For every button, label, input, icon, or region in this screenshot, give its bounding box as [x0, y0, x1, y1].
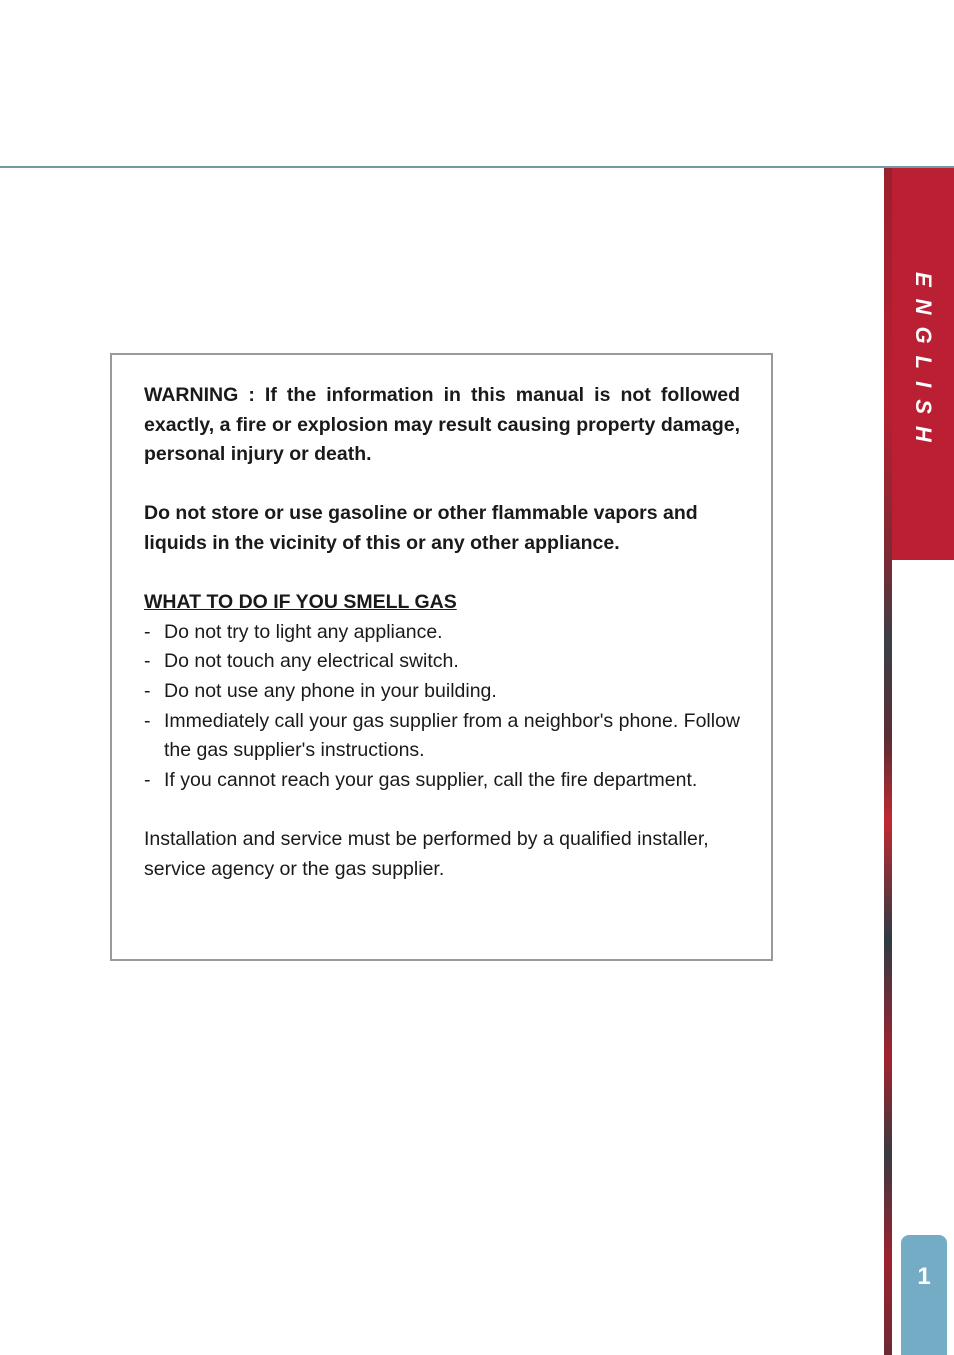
warning-box: [110, 353, 773, 961]
warning-main-text: WARNING : If the information in this manual is not followed exactly, a fire or explosion may result causing property damage, personal injury or death.: [144, 384, 740, 466]
storage-warning-text: Do not store or use gasoline or other flammable vapors and liquids in the vicinity of this or any other appliance.: [144, 502, 698, 554]
installation-text: Installation and service must be performed by a qualified installer, service agency or the gas supplier.: [144, 827, 709, 880]
header-rule: [0, 166, 954, 168]
smell-gas-heading: WHAT TO DO IF YOU SMELL GAS: [144, 591, 457, 614]
language-label: ENGLISH: [911, 272, 936, 454]
list-item: - Immediately call your gas supplier from a neighbor's phone. Follow the gas supplier's instructions.: [144, 709, 741, 762]
page-number: 1: [917, 1263, 931, 1290]
language-tab: [892, 168, 954, 560]
list-item: - If you cannot reach your gas supplier, call the fire department.: [144, 768, 698, 791]
list-item: - Do not try to light any appliance.: [144, 620, 443, 643]
list-item: - Do not use any phone in your building.: [144, 679, 497, 702]
list-item: - Do not touch any electrical switch.: [144, 650, 459, 673]
side-decorative-strip: [884, 168, 892, 1355]
page-number-tab: [901, 1235, 947, 1355]
smell-gas-steps: [144, 618, 740, 796]
warning-content: [144, 381, 740, 884]
